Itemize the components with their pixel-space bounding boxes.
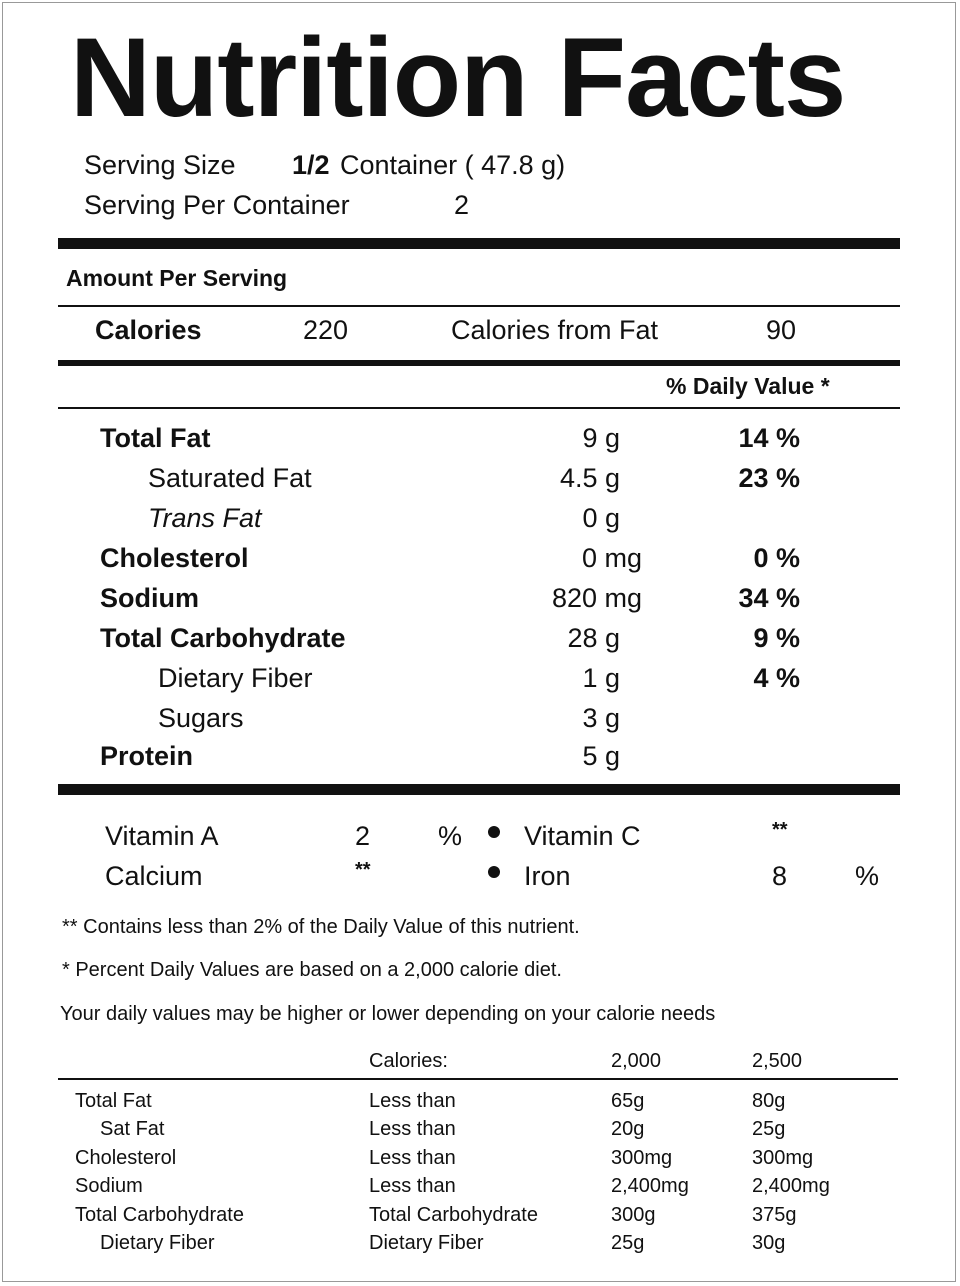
nutrient-sodium-amount: 820 mg: [551, 583, 642, 613]
calories-from-fat-value: 90: [766, 315, 797, 345]
nutrient-trans-fat: Trans Fat: [148, 503, 262, 533]
footnote-row-2000: 20g: [611, 1118, 645, 1140]
nutrient-saturated-fat-amount: 4.5 g: [559, 463, 620, 493]
footnote-row-name: Sodium: [75, 1175, 143, 1197]
footnote-row-name: Cholesterol: [75, 1147, 177, 1169]
nutrient-protein-amount: 5 g: [582, 741, 620, 771]
nutrient-total-carbohydrate-dv: 9 %: [753, 623, 800, 653]
footnote-row-qualifier: Less than: [369, 1175, 456, 1197]
calories-value: 220: [303, 315, 349, 345]
serving-size-unit: Container ( 47.8 g): [340, 150, 566, 180]
calories-label: Calories: [95, 315, 202, 345]
nutrient-sugars-amount: 3 g: [582, 703, 620, 733]
nutrient-total-carbohydrate-amount: 28 g: [567, 623, 620, 653]
footnote-header-2000: 2,000: [611, 1050, 662, 1072]
amount-per-serving: Amount Per Serving: [66, 265, 288, 291]
footnote-row-2000: 300mg: [611, 1147, 673, 1169]
nutrient-cholesterol: Cholesterol: [100, 543, 249, 573]
calories-from-fat-label: Calories from Fat: [451, 315, 659, 345]
nutrient-total-fat-dv: 14 %: [738, 423, 800, 453]
vitamin-a-label: Vitamin A: [105, 821, 219, 851]
daily-value-header: % Daily Value *: [666, 373, 830, 399]
bullet-icon: [488, 866, 500, 878]
footnote-row-name: Total Fat: [75, 1090, 152, 1112]
nutrient-total-carbohydrate: Total Carbohydrate: [100, 623, 346, 653]
vitamin-c-value: **: [772, 819, 788, 841]
footnote-row-qualifier: Less than: [369, 1147, 456, 1169]
note-percent-daily-values: * Percent Daily Values are based on a 2,000 calorie diet.: [62, 959, 562, 981]
footnote-row-2500: 25g: [752, 1118, 786, 1140]
bullet-icon: [488, 826, 500, 838]
footnote-row-qualifier: Less than: [369, 1090, 456, 1112]
nutrient-dietary-fiber-amount: 1 g: [582, 663, 620, 693]
footnote-row-2000: 2,400mg: [611, 1175, 689, 1197]
calcium-label: Calcium: [105, 861, 203, 891]
thin-divider: [58, 305, 900, 307]
medium-divider: [58, 360, 900, 366]
thin-divider-dv: [58, 407, 900, 409]
footnote-row-name: Dietary Fiber: [100, 1232, 215, 1254]
nutrient-sodium: Sodium: [100, 583, 199, 613]
footnote-row-2500: 300mg: [752, 1147, 814, 1169]
thick-divider-bottom: [58, 784, 900, 795]
footnote-row-qualifier: Less than: [369, 1118, 456, 1140]
footnote-row-2500: 375g: [752, 1204, 797, 1226]
nutrient-total-fat: Total Fat: [100, 423, 211, 453]
footnote-row-2000: 25g: [611, 1232, 645, 1254]
footnote-header-2500: 2,500: [752, 1050, 803, 1072]
calcium-value: **: [355, 859, 371, 881]
thick-divider-top: [58, 238, 900, 249]
vitamin-c-label: Vitamin C: [524, 821, 641, 851]
nutrient-protein: Protein: [100, 741, 194, 771]
footnote-row-2500: 80g: [752, 1090, 786, 1112]
nutrient-dietary-fiber: Dietary Fiber: [158, 663, 313, 693]
note-less-than-2-percent: ** Contains less than 2% of the Daily Value of this nutrient.: [62, 916, 580, 938]
footnote-row-qualifier: Dietary Fiber: [369, 1232, 484, 1254]
serving-size-amount: 1/2: [292, 150, 330, 180]
iron-value: 8: [772, 861, 788, 891]
nutrient-trans-fat-amount: 0 g: [582, 503, 620, 533]
footnote-header-calories: Calories:: [369, 1050, 448, 1072]
nutrient-total-fat-amount: 9 g: [582, 423, 620, 453]
vitamin-a-value: 2: [355, 821, 371, 851]
servings-per-container-value: 2: [454, 190, 470, 220]
footnote-row-2000: 300g: [611, 1204, 656, 1226]
nutrient-sugars: Sugars: [158, 703, 244, 733]
nutrient-dietary-fiber-dv: 4 %: [753, 663, 800, 693]
vitamin-a-unit: %: [438, 821, 463, 851]
nutrient-saturated-fat-dv: 23 %: [738, 463, 800, 493]
footnote-row-2000: 65g: [611, 1090, 645, 1112]
nutrient-saturated-fat: Saturated Fat: [148, 463, 312, 493]
footnote-row-2500: 2,400mg: [752, 1175, 830, 1197]
footnote-row-qualifier: Total Carbohydrate: [369, 1204, 538, 1226]
footnote-row-2500: 30g: [752, 1232, 786, 1254]
footnote-row-name: Total Carbohydrate: [75, 1204, 244, 1226]
note-values-may-vary: Your daily values may be higher or lower depending on your calorie needs: [60, 1003, 716, 1025]
servings-per-container-label: Serving Per Container: [84, 190, 350, 220]
nutrient-cholesterol-dv: 0 %: [753, 543, 800, 573]
nutrient-cholesterol-amount: 0 mg: [581, 543, 642, 573]
iron-unit: %: [855, 861, 880, 891]
iron-label: Iron: [524, 861, 571, 891]
label-title: Nutrition Facts: [70, 15, 846, 140]
serving-size-label: Serving Size: [84, 150, 236, 180]
nutrient-sodium-dv: 34 %: [738, 583, 800, 613]
footnote-divider: [58, 1078, 898, 1080]
footnote-row-name: Sat Fat: [100, 1118, 165, 1140]
